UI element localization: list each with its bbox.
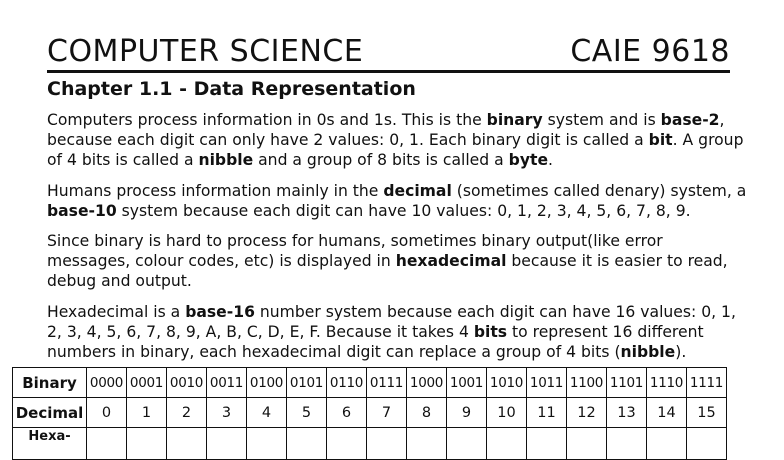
text-run: (sometimes called denary) system, a [451, 182, 747, 200]
table-cell: 0 [87, 398, 127, 428]
table-cell: 4 [247, 398, 287, 428]
table-cell: 1110 [647, 368, 687, 398]
table-cell [407, 428, 447, 460]
table-cell [647, 428, 687, 460]
table-cell [447, 428, 487, 460]
table-cell: 0111 [367, 368, 407, 398]
paragraph-binary [47, 110, 747, 170]
table-cell: 12 [567, 398, 607, 428]
table-cell: 7 [367, 398, 407, 428]
table-cell: 1011 [527, 368, 567, 398]
table-cell: 1001 [447, 368, 487, 398]
table-cell: 6 [327, 398, 367, 428]
table-cell: 0100 [247, 368, 287, 398]
text-run: system and is [542, 111, 661, 129]
bold-term: decimal [383, 182, 452, 200]
bold-term: nibble [198, 151, 254, 169]
table-cell [127, 428, 167, 460]
table-cell: 0011 [207, 368, 247, 398]
text-run: Since binary is hard to process for humans, sometimes binary output(like error messages, colour codes, etc) is displayed in [47, 232, 663, 270]
page-header [47, 34, 730, 73]
table-cell: 1000 [407, 368, 447, 398]
bold-term: bit [648, 131, 673, 149]
row-header: Binary [13, 368, 87, 398]
bold-term: base-2 [660, 111, 720, 129]
bold-term: bits [473, 323, 508, 341]
text-run: Humans process information mainly in the [47, 182, 384, 200]
table-cell [247, 428, 287, 460]
bold-term: binary [486, 111, 543, 129]
table-cell: 0110 [327, 368, 367, 398]
table-cell: 0010 [167, 368, 207, 398]
table-cell: 9 [447, 398, 487, 428]
table-cell [527, 428, 567, 460]
table-cell: 14 [647, 398, 687, 428]
table-cell [367, 428, 407, 460]
table-row [13, 428, 727, 460]
table-cell: 1101 [607, 368, 647, 398]
table-cell: 1111 [687, 368, 727, 398]
table-cell: 5 [287, 398, 327, 428]
text-run: to represent 16 different numbers in binary, each hexadecimal digit can replace a group of 4 bits ( [47, 323, 704, 361]
table-cell: 0101 [287, 368, 327, 398]
row-header: Decimal [13, 398, 87, 428]
paragraph-decimal [47, 181, 747, 221]
paragraph-hex-motivation [47, 231, 747, 291]
table-cell: 10 [487, 398, 527, 428]
table-cell: 0001 [127, 368, 167, 398]
bold-term: base-10 [47, 202, 117, 220]
table-cell: 11 [527, 398, 567, 428]
text-run: . A group of 4 bits is called a [47, 131, 744, 169]
text-run: , because each digit can only have 2 values: 0, 1. Each binary digit is called a [47, 111, 725, 149]
table-cell: 3 [207, 398, 247, 428]
table-cell: 1010 [487, 368, 527, 398]
text-run: ). [675, 343, 687, 361]
table-cell [567, 428, 607, 460]
text-run: Hexadecimal is a [47, 303, 186, 321]
bold-term: nibble [620, 343, 676, 361]
table-cell: 13 [607, 398, 647, 428]
table-cell: 2 [167, 398, 207, 428]
table-row [13, 398, 727, 428]
text-run: Computers process information in 0s and 1s. This is the [47, 111, 487, 129]
bold-term: byte [508, 151, 549, 169]
table-cell: 1 [127, 398, 167, 428]
table-cell [87, 428, 127, 460]
table-cell [607, 428, 647, 460]
table-cell [327, 428, 367, 460]
table-cell: 1100 [567, 368, 607, 398]
table-cell: 0000 [87, 368, 127, 398]
table-cell [687, 428, 727, 460]
text-run: because it is easier to read, debug and output. [47, 252, 728, 290]
text-run: . [548, 151, 553, 169]
bold-term: hexadecimal [395, 252, 507, 270]
text-run: number system because each digit can have 16 values: 0, 1, 2, 3, 4, 5, 6, 7, 8, 9, A, B, C, D, E, F. Because it takes 4 [47, 303, 736, 341]
paragraph-hexadecimal [47, 302, 747, 362]
table-row [13, 368, 727, 398]
course-code: CAIE 9618 [570, 34, 730, 69]
text-run: system because each digit can have 10 values: 0, 1, 2, 3, 4, 5, 6, 7, 8, 9. [116, 202, 691, 220]
table-cell [487, 428, 527, 460]
chapter-heading: Chapter 1.1 - Data Representation [47, 78, 416, 100]
table-cell: 15 [687, 398, 727, 428]
bold-term: base-16 [185, 303, 255, 321]
table-cell: 8 [407, 398, 447, 428]
text-run: and a group of 8 bits is called a [253, 151, 509, 169]
row-header: Hexa- [13, 428, 87, 460]
table-cell [167, 428, 207, 460]
number-conversion-table [12, 367, 727, 460]
table-cell [207, 428, 247, 460]
subject-title: COMPUTER SCIENCE [47, 34, 364, 69]
table-cell [287, 428, 327, 460]
